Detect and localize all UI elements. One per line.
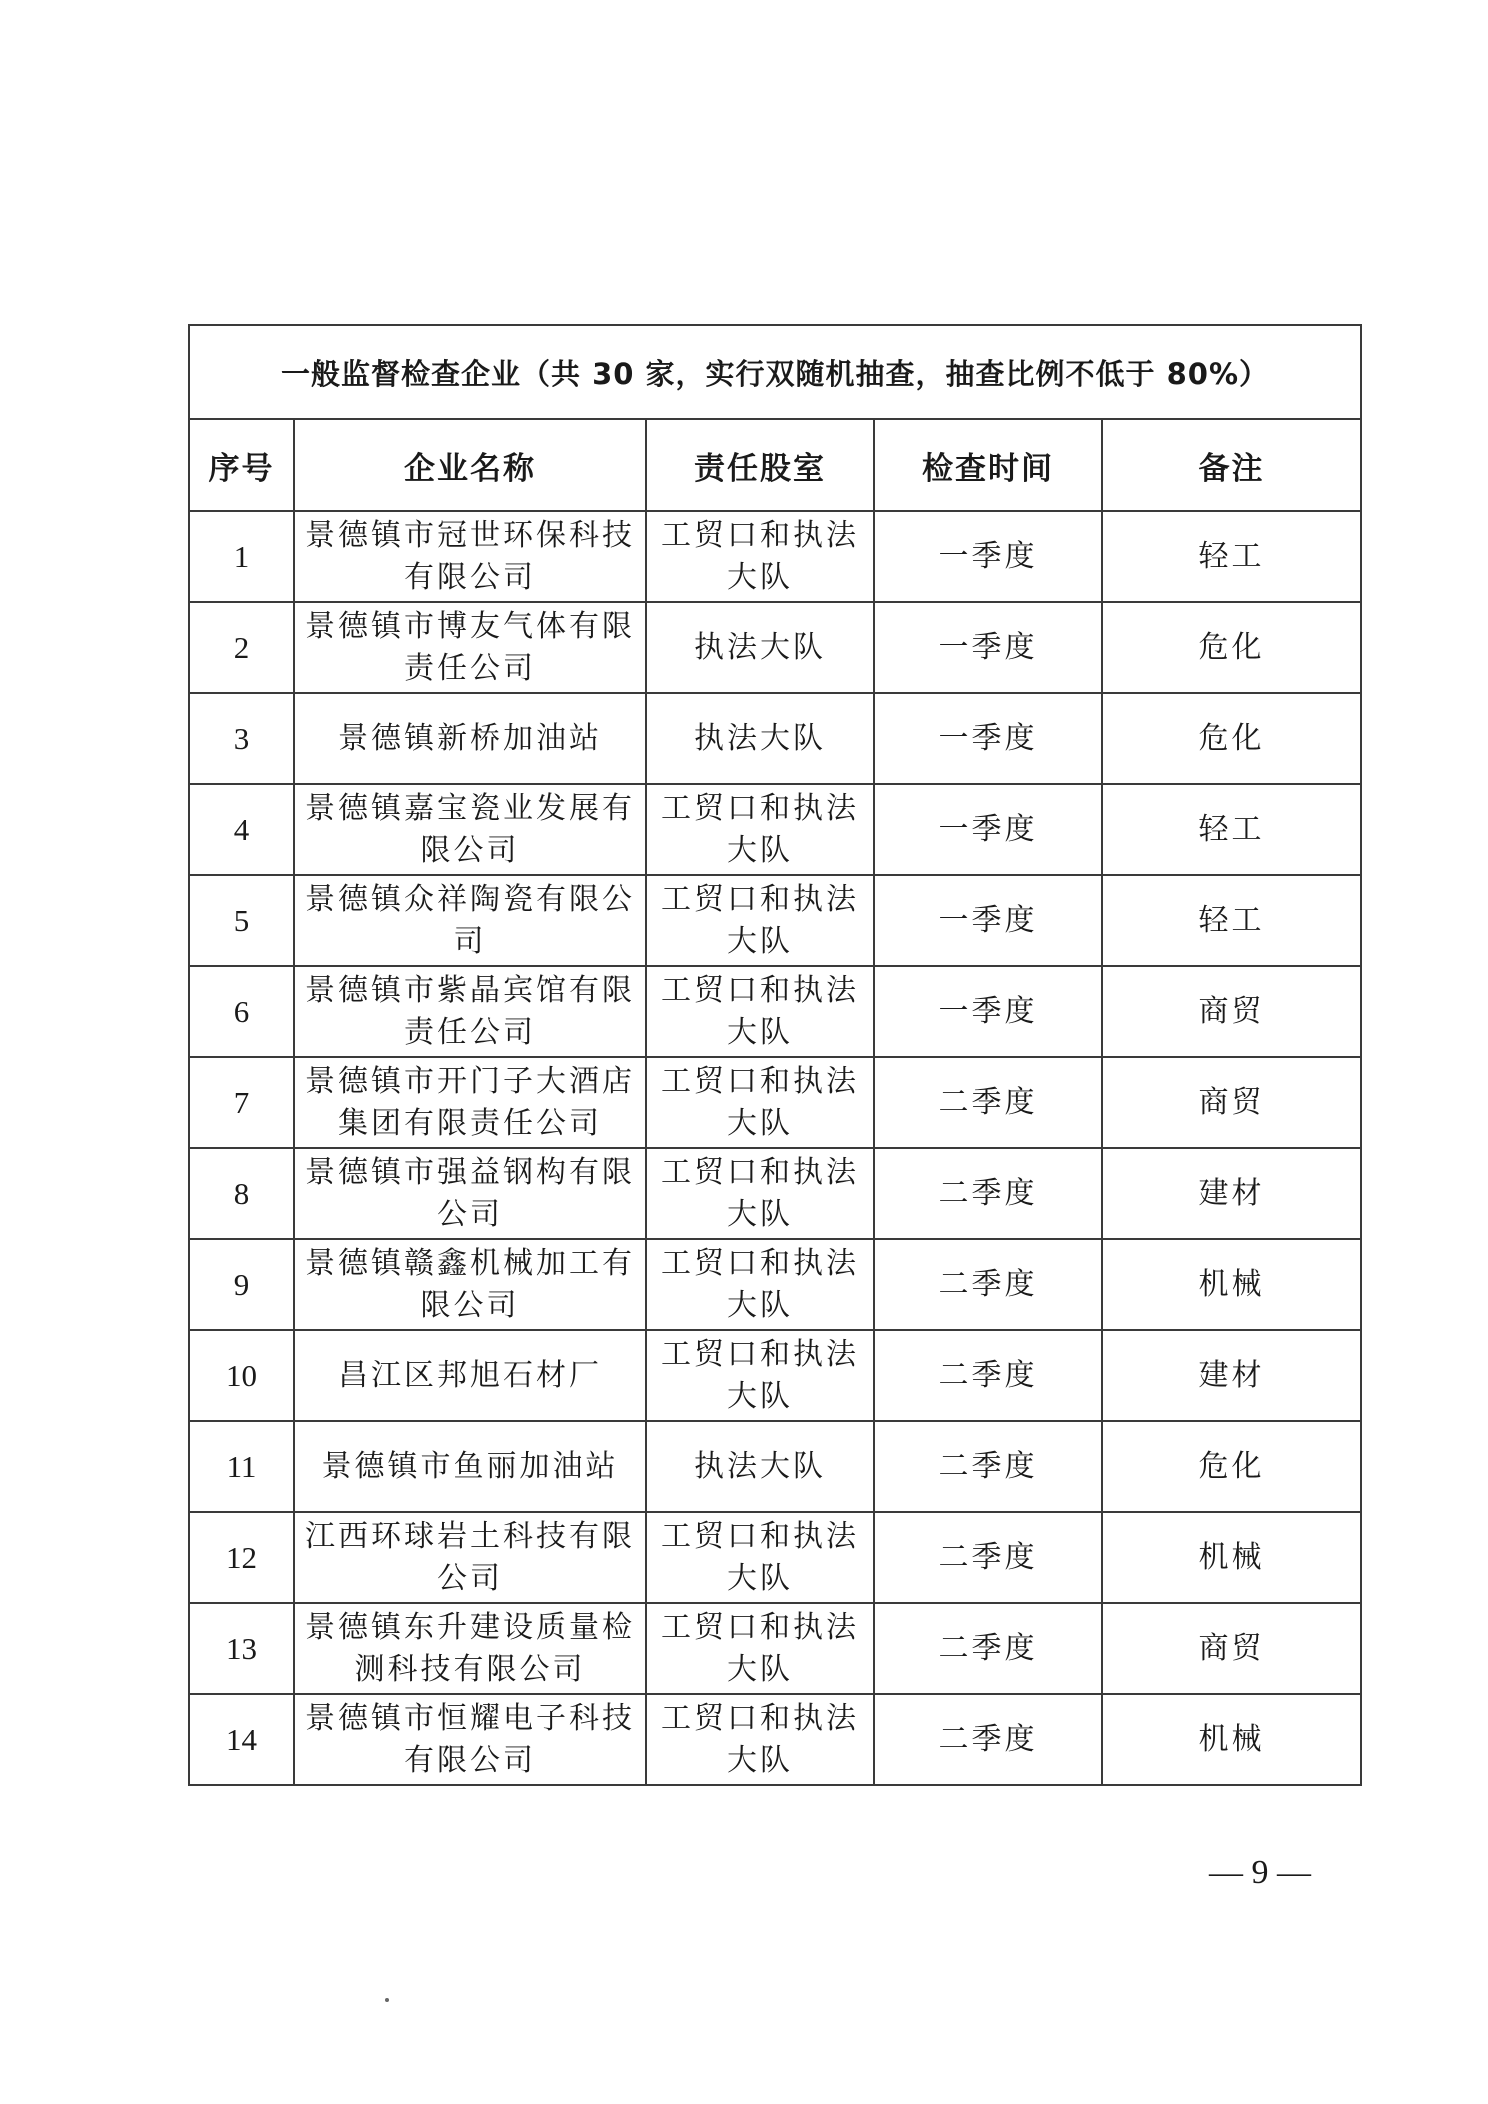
cell-no: 9	[189, 1239, 294, 1330]
cell-inspection-time: 一季度	[874, 966, 1102, 1057]
cell-note: 商贸	[1102, 1603, 1361, 1694]
cell-company-name: 景德镇市紫晶宾馆有限责任公司	[294, 966, 646, 1057]
cell-inspection-time: 二季度	[874, 1694, 1102, 1785]
cell-company-name: 景德镇市冠世环保科技有限公司	[294, 511, 646, 602]
cell-note: 危化	[1102, 602, 1361, 693]
table-row	[189, 875, 1361, 966]
cell-department: 工贸口和执法大队	[646, 1057, 874, 1148]
cell-no: 10	[189, 1330, 294, 1421]
cell-note: 建材	[1102, 1330, 1361, 1421]
cell-inspection-time: 一季度	[874, 511, 1102, 602]
table-row	[189, 1421, 1361, 1512]
table-row	[189, 784, 1361, 875]
cell-inspection-time: 二季度	[874, 1603, 1102, 1694]
cell-department: 执法大队	[646, 693, 874, 784]
cell-no: 7	[189, 1057, 294, 1148]
table-row	[189, 693, 1361, 784]
cell-inspection-time: 二季度	[874, 1239, 1102, 1330]
table-row	[189, 1512, 1361, 1603]
cell-no: 8	[189, 1148, 294, 1239]
cell-department: 工贸口和执法大队	[646, 1239, 874, 1330]
table-row	[189, 511, 1361, 602]
cell-note: 机械	[1102, 1239, 1361, 1330]
cell-inspection-time: 一季度	[874, 875, 1102, 966]
cell-no: 11	[189, 1421, 294, 1512]
cell-company-name: 景德镇市鱼丽加油站	[294, 1421, 646, 1512]
cell-department: 工贸口和执法大队	[646, 784, 874, 875]
inspection-table	[188, 324, 1362, 1786]
cell-inspection-time: 一季度	[874, 602, 1102, 693]
cell-note: 轻工	[1102, 511, 1361, 602]
cell-no: 3	[189, 693, 294, 784]
cell-department: 工贸口和执法大队	[646, 511, 874, 602]
cell-note: 危化	[1102, 693, 1361, 784]
cell-department: 工贸口和执法大队	[646, 1694, 874, 1785]
table-row	[189, 1239, 1361, 1330]
table-row	[189, 1330, 1361, 1421]
table-row	[189, 1148, 1361, 1239]
cell-company-name: 昌江区邦旭石材厂	[294, 1330, 646, 1421]
cell-department: 执法大队	[646, 1421, 874, 1512]
cell-company-name: 江西环球岩土科技有限公司	[294, 1512, 646, 1603]
cell-inspection-time: 二季度	[874, 1057, 1102, 1148]
cell-no: 5	[189, 875, 294, 966]
cell-note: 轻工	[1102, 875, 1361, 966]
cell-no: 14	[189, 1694, 294, 1785]
cell-department: 工贸口和执法大队	[646, 1512, 874, 1603]
cell-department: 工贸口和执法大队	[646, 1603, 874, 1694]
cell-note: 机械	[1102, 1694, 1361, 1785]
cell-no: 12	[189, 1512, 294, 1603]
cell-company-name: 景德镇东升建设质量检测科技有限公司	[294, 1603, 646, 1694]
cell-company-name: 景德镇市博友气体有限责任公司	[294, 602, 646, 693]
table-title-row	[189, 325, 1361, 419]
table-header-row	[189, 419, 1361, 511]
table-row	[189, 1057, 1361, 1148]
cell-department: 工贸口和执法大队	[646, 875, 874, 966]
header-note: 备注	[1102, 419, 1361, 511]
cell-department: 工贸口和执法大队	[646, 1330, 874, 1421]
table-row	[189, 1603, 1361, 1694]
cell-no: 1	[189, 511, 294, 602]
cell-inspection-time: 二季度	[874, 1148, 1102, 1239]
cell-company-name: 景德镇市恒耀电子科技有限公司	[294, 1694, 646, 1785]
cell-company-name: 景德镇市开门子大酒店集团有限责任公司	[294, 1057, 646, 1148]
cell-inspection-time: 一季度	[874, 784, 1102, 875]
header-inspection-time: 检查时间	[874, 419, 1102, 511]
cell-company-name: 景德镇赣鑫机械加工有限公司	[294, 1239, 646, 1330]
cell-inspection-time: 二季度	[874, 1330, 1102, 1421]
cell-note: 机械	[1102, 1512, 1361, 1603]
cell-inspection-time: 二季度	[874, 1421, 1102, 1512]
cell-company-name: 景德镇新桥加油站	[294, 693, 646, 784]
cell-note: 商贸	[1102, 966, 1361, 1057]
cell-inspection-time: 二季度	[874, 1512, 1102, 1603]
cell-company-name: 景德镇众祥陶瓷有限公司	[294, 875, 646, 966]
cell-note: 商贸	[1102, 1057, 1361, 1148]
header-no: 序号	[189, 419, 294, 511]
scan-speck	[385, 1998, 389, 2002]
cell-department: 工贸口和执法大队	[646, 1148, 874, 1239]
cell-no: 2	[189, 602, 294, 693]
cell-note: 建材	[1102, 1148, 1361, 1239]
page-number: — 9 —	[1209, 1854, 1311, 1891]
table-title: 一般监督检查企业（共 30 家，实行双随机抽查，抽查比例不低于 80%）	[189, 325, 1361, 419]
cell-company-name: 景德镇市强益钢构有限公司	[294, 1148, 646, 1239]
cell-company-name: 景德镇嘉宝瓷业发展有限公司	[294, 784, 646, 875]
cell-no: 4	[189, 784, 294, 875]
cell-department: 工贸口和执法大队	[646, 966, 874, 1057]
table-row	[189, 966, 1361, 1057]
cell-no: 13	[189, 1603, 294, 1694]
cell-no: 6	[189, 966, 294, 1057]
table-row	[189, 602, 1361, 693]
cell-note: 危化	[1102, 1421, 1361, 1512]
header-company-name: 企业名称	[294, 419, 646, 511]
cell-inspection-time: 一季度	[874, 693, 1102, 784]
cell-department: 执法大队	[646, 602, 874, 693]
cell-note: 轻工	[1102, 784, 1361, 875]
table-row	[189, 1694, 1361, 1785]
header-department: 责任股室	[646, 419, 874, 511]
